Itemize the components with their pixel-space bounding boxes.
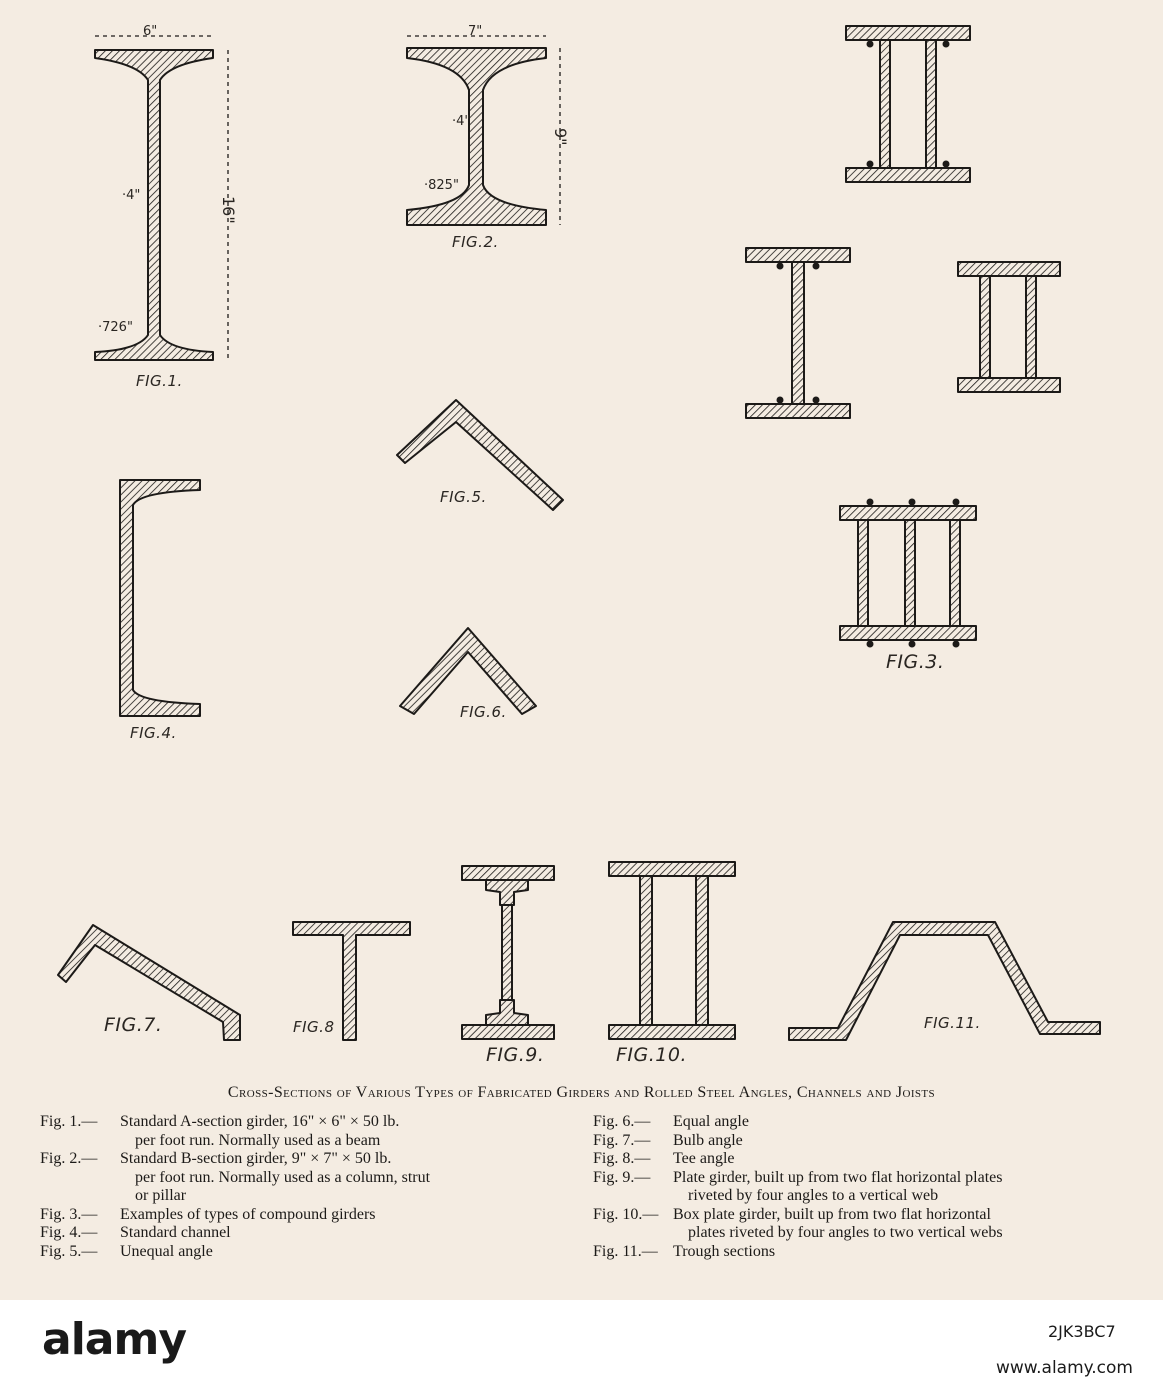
fig5-label: FIG.5.: [440, 488, 487, 506]
fig1-label: FIG.1.: [136, 372, 183, 390]
legend-item: [40, 1206, 560, 1225]
legend-num: Fig. 4.—: [40, 1224, 98, 1241]
fig2-web-label: ·4": [452, 114, 471, 129]
legend-right: [593, 1113, 1133, 1261]
legend-num: Fig. 11.—: [593, 1242, 658, 1260]
legend-continuation: per foot run. Normally used as a beam: [135, 1131, 381, 1149]
legend-text: Tee angle: [673, 1150, 735, 1167]
legend-text: Standard A-section girder, 16" × 6" × 50 lb.: [120, 1113, 400, 1130]
fig10-label: FIG.10.: [616, 1044, 688, 1066]
fig1-height-label: 16": [219, 196, 238, 224]
legend-text: Equal angle: [673, 1113, 749, 1130]
fig2-i-beam: [407, 48, 546, 225]
legend-num: Fig. 10.—: [593, 1205, 659, 1223]
fig1-flange-label: ·726": [98, 320, 133, 335]
legend-item: [593, 1206, 1133, 1225]
legend-text: Unequal angle: [120, 1242, 213, 1260]
legend-num: Fig. 9.—: [593, 1168, 651, 1186]
fig1-web-label: ·4": [122, 188, 141, 203]
legend-continuation: or pillar: [135, 1187, 187, 1204]
fig9-plate-girder: [462, 866, 554, 1039]
fig3-box-girder-small: [958, 262, 1060, 392]
fig3-plate-girder: [746, 248, 850, 418]
legend-item: [40, 1150, 560, 1169]
legend-item: [593, 1169, 1133, 1188]
fig11-label: FIG.11.: [924, 1014, 981, 1032]
legend-item: [593, 1113, 1133, 1132]
legend-item: [593, 1132, 1133, 1151]
fig2-label: FIG.2.: [452, 233, 499, 251]
fig3-box-girder-top: [846, 26, 970, 182]
fig4-channel: [120, 480, 200, 716]
site-url: www.alamy.com: [995, 1358, 1133, 1378]
legend-continuation: plates riveted by four angles to two vertical webs: [688, 1224, 1003, 1241]
legend-item: [40, 1224, 560, 1243]
legend-text: Trough sections: [673, 1242, 776, 1260]
fig4-label: FIG.4.: [130, 724, 177, 742]
legend-text: Standard channel: [120, 1224, 231, 1241]
brand-logo: alamy: [42, 1314, 186, 1365]
fig9-label: FIG.9.: [486, 1044, 545, 1066]
fig1-i-beam: [95, 50, 213, 360]
legend-num: Fig. 1.—: [40, 1113, 98, 1130]
legend-item: [40, 1243, 560, 1262]
legend-text: Plate girder, built up from two flat horizontal plates: [673, 1168, 1003, 1186]
fig1-width-label: 6": [143, 24, 158, 39]
fig2-width-label: 7": [468, 24, 483, 39]
legend-num: Fig. 6.—: [593, 1113, 651, 1130]
legend-text: Box plate girder, built up from two flat horizontal: [673, 1205, 991, 1223]
legend-left: [40, 1113, 560, 1261]
legend-num: Fig. 7.—: [593, 1131, 651, 1149]
legend-item: [593, 1243, 1133, 1262]
fig6-label: FIG.6.: [460, 703, 507, 721]
fig3-triple-web-girder: [840, 506, 976, 640]
legend-continuation: per foot run. Normally used as a column, strut: [135, 1168, 431, 1186]
fig3-label: FIG.3.: [886, 651, 945, 673]
legend-continuation: riveted by four angles to a vertical web: [688, 1187, 939, 1204]
legend-num: Fig. 5.—: [40, 1242, 98, 1260]
legend-text: Examples of types of compound girders: [120, 1205, 376, 1223]
legend-item: [40, 1113, 560, 1132]
legend-num: Fig. 2.—: [40, 1150, 98, 1167]
fig7-label: FIG.7.: [104, 1014, 163, 1036]
legend-text: Standard B-section girder, 9" × 7" × 50 lb.: [120, 1150, 392, 1167]
image-id: 2JK3BC7: [1048, 1322, 1116, 1341]
fig2-flange-label: ·825": [424, 178, 459, 193]
fig6-equal-angle: [400, 628, 536, 714]
legend-num: Fig. 8.—: [593, 1150, 651, 1167]
caption-title: Cross-Sections of Various Types of Fabricated Girders and Rolled Steel Angles, Channels and Joists: [227, 1084, 936, 1101]
fig2-height-label: 9": [551, 128, 570, 146]
fig8-label: FIG.8: [293, 1018, 335, 1036]
legend-text: Bulb angle: [673, 1131, 743, 1149]
fig10-box-plate-girder: [609, 862, 735, 1039]
legend-num: Fig. 3.—: [40, 1205, 98, 1223]
legend-item: [593, 1150, 1133, 1169]
